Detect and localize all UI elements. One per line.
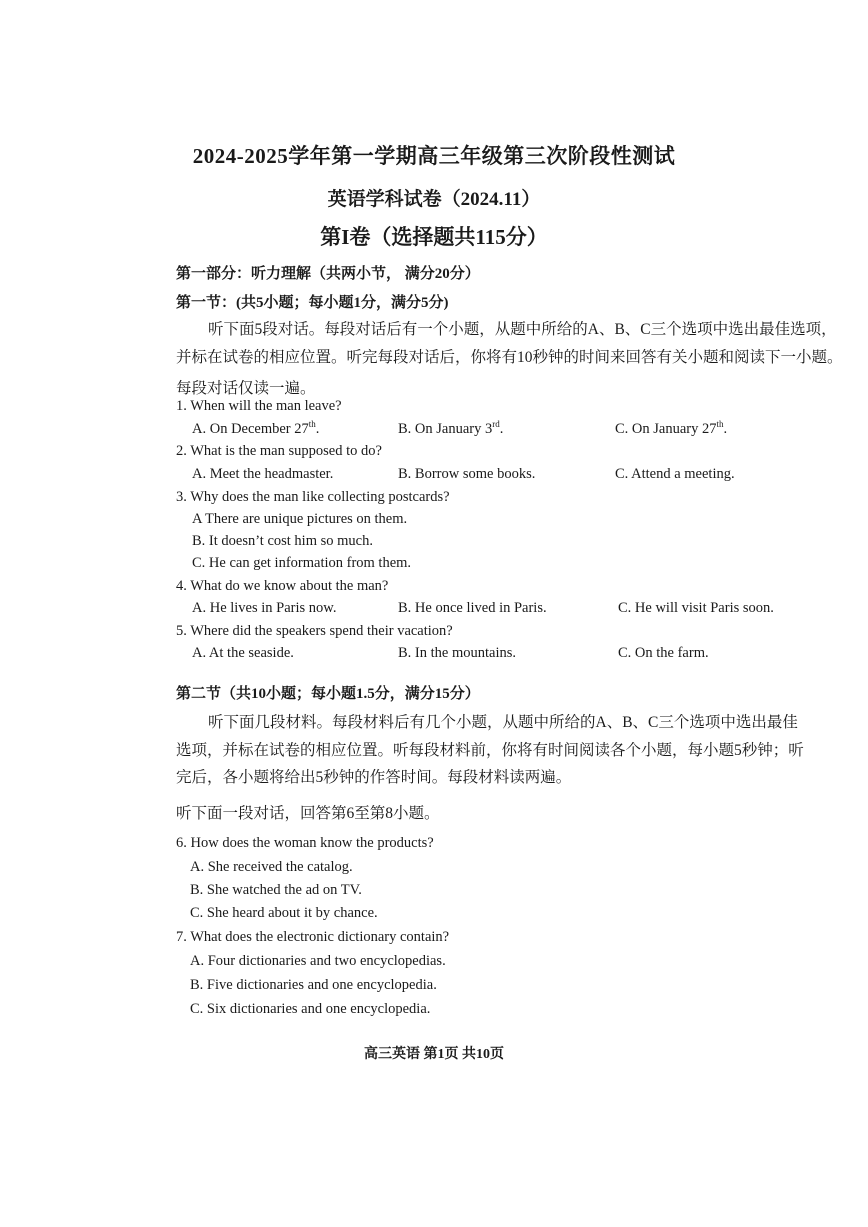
dialogue-prompt: 听下面一段对话，回答第6至第8小题。 (176, 805, 440, 822)
question-stem: 2. What is the man supposed to do? (176, 443, 382, 459)
option-a: A. She received the catalog. (190, 859, 353, 875)
option-b: B. In the mountains. (398, 645, 517, 661)
option-c: C. She heard about it by chance. (190, 905, 378, 921)
section1-instruction-line: 每段对话仅读一遍。 (176, 380, 316, 397)
page-footer: 高三英语 第1页 共10页 (364, 1047, 504, 1062)
option-a: A. Four dictionaries and two encyclopedias. (190, 953, 446, 969)
section1-instruction-line: 并标在试卷的相应位置。听完每段对话后，你将有10秒钟的时间来回答有关小题和阅读下一小题。 (176, 349, 843, 366)
option-b: B. It doesn’t cost him so much. (192, 533, 373, 549)
question-stem: 4. What do we know about the man? (176, 578, 389, 594)
question-stem: 6. How does the woman know the products? (176, 835, 434, 851)
exam-subtitle: 英语学科试卷（2024.11） (327, 189, 541, 210)
option-b: B. Five dictionaries and one encyclopedia. (190, 977, 437, 993)
part-heading: 第一部分：听力理解（共两小节， 满分20分） (176, 266, 480, 282)
option-c: C. He will visit Paris soon. (618, 600, 774, 616)
option-c: C. Attend a meeting. (615, 466, 735, 482)
option-b: B. He once lived in Paris. (398, 600, 547, 616)
option-c: C. He can get information from them. (192, 555, 412, 571)
section1-instruction-line: 听下面5段对话。每段对话后有一个小题，从题中所给的A、B、C三个选项中选出最佳选项， (208, 321, 837, 338)
option-b: B. She watched the ad on TV. (190, 882, 362, 898)
option-c: C. Six dictionaries and one encyclopedia. (190, 1001, 431, 1017)
section2-instruction-line: 选项，并标在试卷的相应位置。听每段材料前，你将有时间阅读各个小题，每小题5秒钟；听 (176, 742, 804, 759)
question-stem: 3. Why does the man like collecting postcards? (176, 489, 450, 505)
section1-heading: 第一节：(共5小题；每小题1分，满分5分) (176, 295, 449, 311)
option-a: A. He lives in Paris now. (192, 600, 337, 616)
option-a: A There are unique pictures on them. (192, 511, 408, 527)
volume-title: 第I卷（选择题共115分） (320, 225, 548, 249)
question-stem: 1. When will the man leave? (176, 398, 342, 414)
option-c: C. On the farm. (618, 645, 709, 661)
option-b: B. Borrow some books. (398, 466, 536, 482)
section2-instruction-line: 完后，各小题将给出5秒钟的作答时间。每段材料读两遍。 (176, 769, 572, 786)
question-stem: 5. Where did the speakers spend their vacation? (176, 623, 453, 639)
option-a: A. Meet the headmaster. (192, 466, 334, 482)
question-stem: 7. What does the electronic dictionary contain? (176, 929, 450, 945)
option-a: A. At the seaside. (192, 645, 294, 661)
option-b: B. On January 3rd. (398, 419, 504, 437)
option-a: A. On December 27th. (192, 419, 320, 437)
option-c: C. On January 27th. (615, 419, 728, 437)
section2-heading: 第二节（共10小题；每小题1.5分，满分15分） (176, 686, 480, 702)
exam-title: 2024-2025学年第一学期高三年级第三次阶段性测试 (192, 144, 676, 168)
section2-instruction-line: 听下面几段材料。每段材料后有几个小题，从题中所给的A、B、C三个选项中选出最佳 (208, 714, 798, 731)
